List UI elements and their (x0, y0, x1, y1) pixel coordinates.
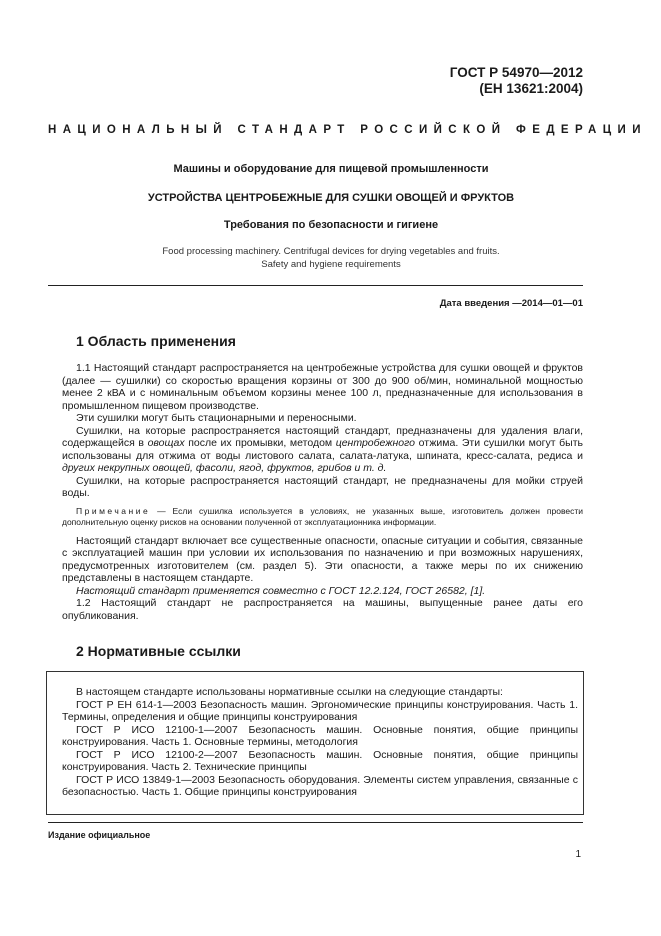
paragraph-purpose: Сушилки, на которые распространяется настоящий стандарт, предназначены для удаления влаги, содержащейся в овощах после их промывки, методом центробежного отжима. Эти сушилки могут быть использованы для отжима от воды листового салата, салата-латука, шпината, кресс-салата, редиса и других некрупных овощей, фасоли, ягод, фруктов, грибов и т. д. (62, 424, 583, 474)
subtitle-machinery: Машины и оборудование для пищевой промышленности (173, 163, 489, 175)
reference-gost-en-614: ГОСТ Р ЕН 614-1—2003 Безопасность машин. Эргономические принципы конструирования. Часть 1. Термины, определения и общие принципы конструирования (62, 698, 578, 723)
reference-gost-iso-13849-1: ГОСТ Р ИСО 13849-1—2003 Безопасность оборудования. Элементы систем управления, связанные с безопасностью. Часть 1. Общие принципы конструирования (62, 773, 578, 798)
section-1-body (62, 362, 583, 622)
english-title-line-2: Safety and hygiene requirements (261, 259, 401, 270)
official-edition: Издание официальное (48, 830, 151, 840)
effective-date: Дата введения —2014—01—01 (439, 298, 583, 309)
paragraph-1-2: 1.2 Настоящий стандарт не распространяется на машины, выпущенные ранее даты его опубликования. (62, 597, 583, 622)
standard-code-en: (ЕН 13621:2004) (479, 81, 583, 96)
standard-code (450, 65, 583, 97)
document-title: УСТРОЙСТВА ЦЕНТРОБЕЖНЫЕ ДЛЯ СУШКИ ОВОЩЕЙ И ФРУКТОВ (147, 192, 515, 204)
note (62, 506, 583, 528)
header-divider (48, 285, 583, 286)
paragraph-applied-with: Настоящий стандарт применяется совместно с ГОСТ 12.2.124, ГОСТ 26582, [1]. (76, 584, 486, 597)
references-intro: В настоящем стандарте использованы нормативные ссылки на следующие стандарты: (76, 686, 503, 698)
note-label: Примечание (76, 505, 151, 516)
national-standard-line: НАЦИОНАЛЬНЫЙ СТАНДАРТ РОССИЙСКОЙ ФЕДЕРАЦИИ (48, 124, 647, 136)
paragraph-1-1: 1.1 Настоящий стандарт распространяется на центробежные устройства для сушки овощей и фруктов (далее — сушилки) со скоростью вращения корзины от 300 до 900 об/мин, номинальной мощностью менее 2 кВА и с номинальным объемом корзины менее 100 л, предназначенные для использования в промышленном пищевом производстве. (62, 362, 583, 412)
paragraph-stationary: Эти сушилки могут быть стационарными и переносными. (76, 412, 357, 424)
reference-gost-iso-12100-1: ГОСТ Р ИСО 12100-1—2007 Безопасность машин. Основные понятия, общие принципы конструирования. Часть 1. Основные термины, методология (62, 723, 578, 748)
paragraph-not-washing: Сушилки, на которые распространяется настоящий стандарт, не предназначены для мойки струей воды. (62, 474, 583, 499)
standard-code-gost: ГОСТ Р 54970—2012 (449, 65, 583, 80)
footer-divider (48, 822, 583, 823)
english-title-line-1: Food processing machinery. Centrifugal devices for drying vegetables and fruits. (162, 246, 500, 257)
page-number: 1 (575, 849, 581, 860)
paragraph-hazards: Настоящий стандарт включает все существенные опасности, опасные ситуации и события, связанные с эксплуатацией машин при условии их использования по назначению и при возможных нарушениях, предусмотренных изготовителем (см. раздел 5). Эти опасности, а также меры по их снижению представлены в настоящем стандарте. (62, 534, 583, 584)
note-text: — Если сушилка используется в условиях, не указанных выше, изготовитель должен провести дополнительную оценку рисков на основании полученной от эксплуатационника информации. (62, 505, 583, 527)
section-1-heading: 1 Область применения (76, 333, 236, 349)
normative-references-box (46, 671, 584, 815)
subtitle-requirements: Требования по безопасности и гигиене (223, 219, 439, 231)
reference-gost-iso-12100-2: ГОСТ Р ИСО 12100-2—2007 Безопасность машин. Основные понятия, общие принципы конструирования. Часть 2. Технические принципы (62, 748, 578, 773)
english-title (48, 245, 614, 271)
section-2-heading: 2 Нормативные ссылки (76, 643, 241, 659)
